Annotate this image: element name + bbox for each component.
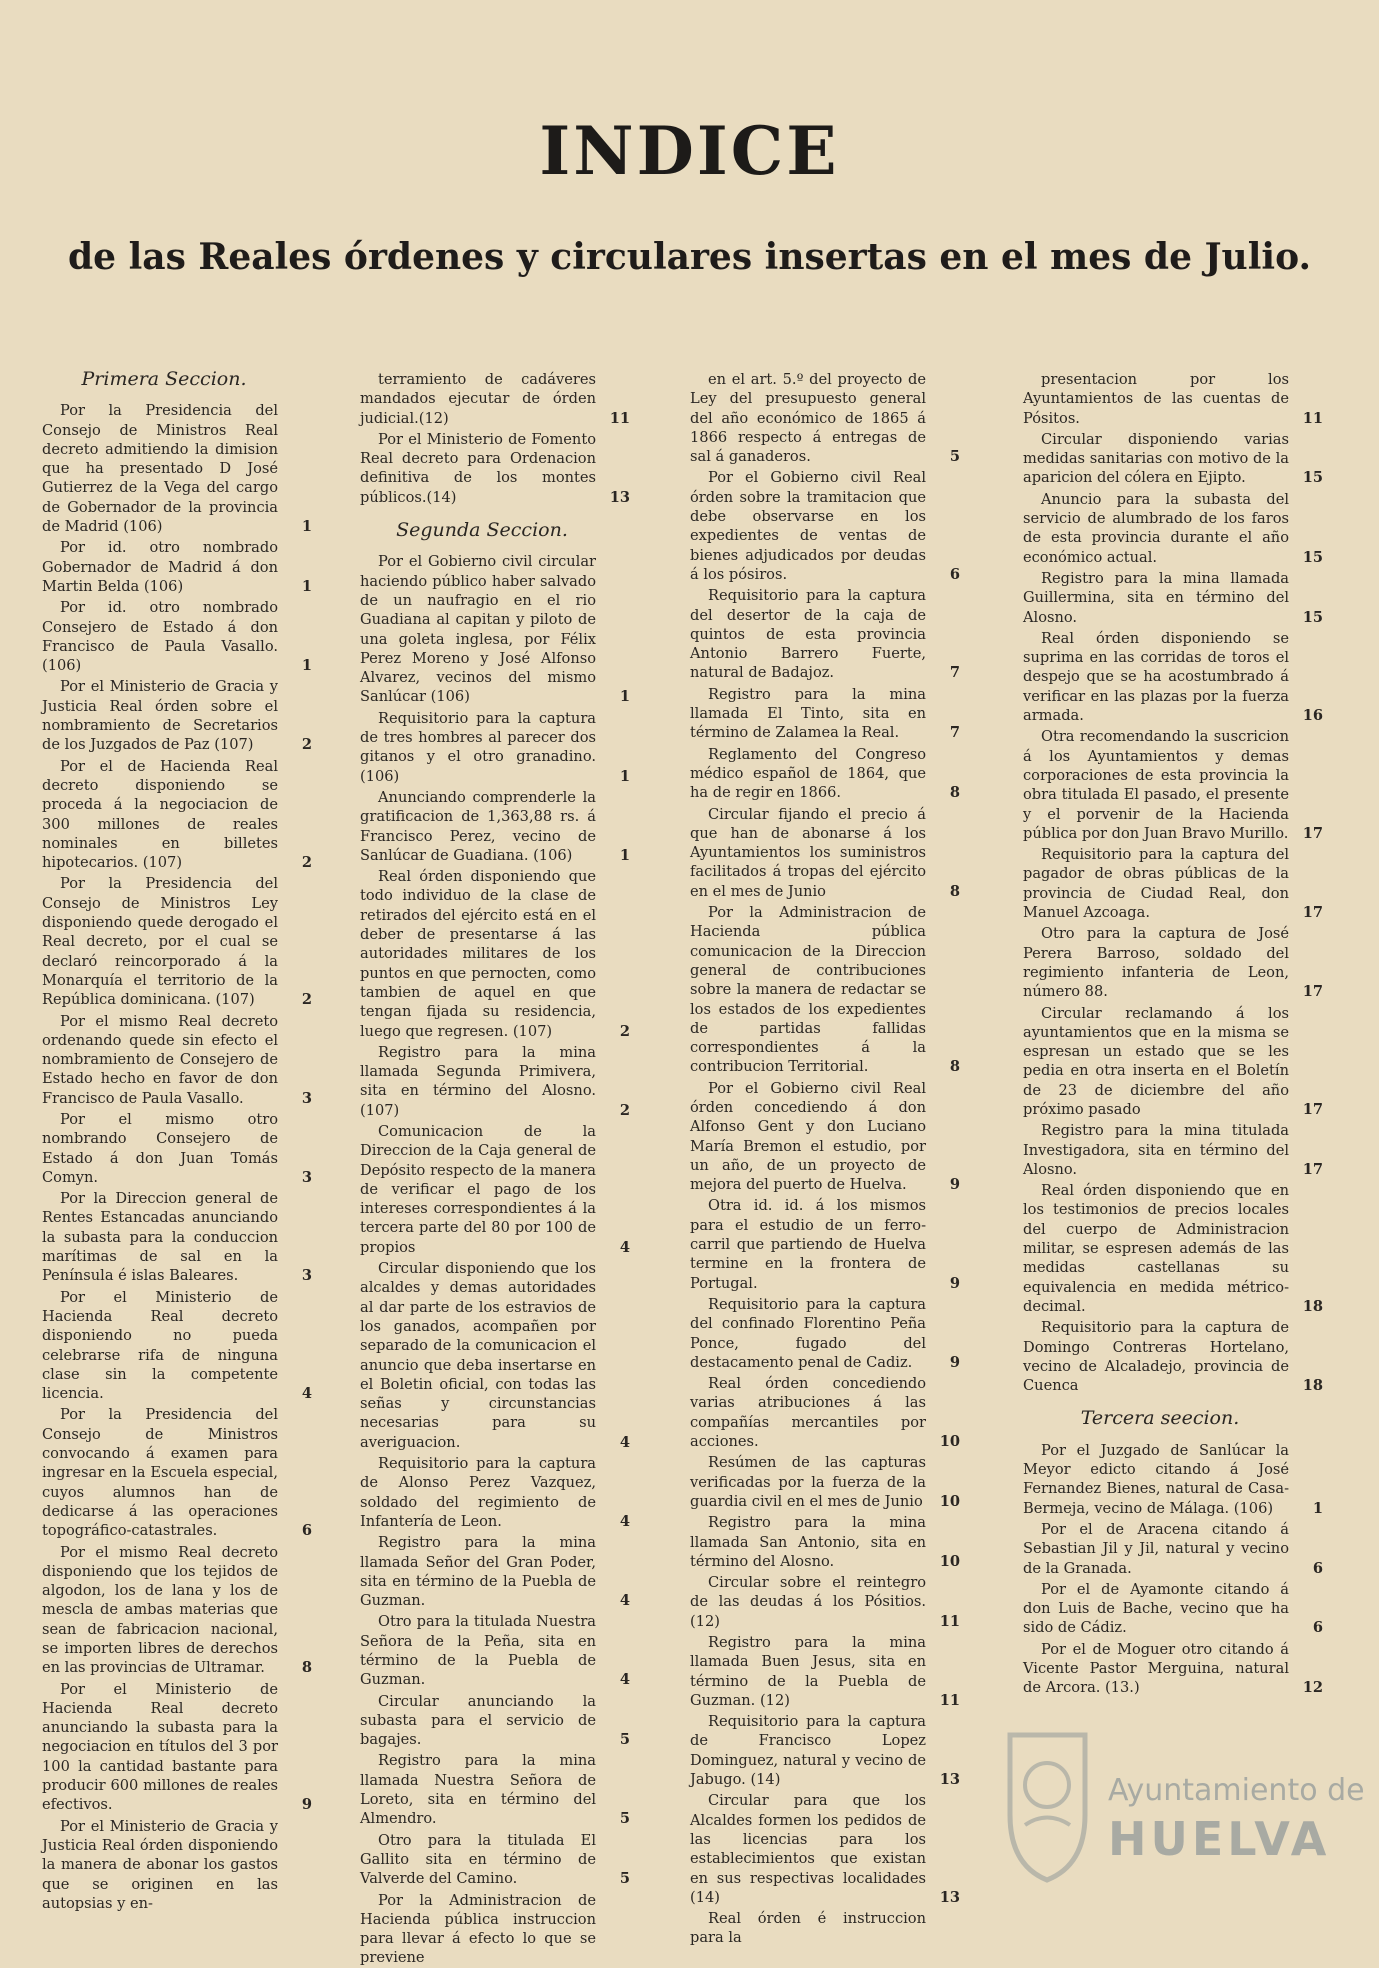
entry-page-number: 10 [939,1433,960,1451]
index-entry [690,1453,960,1511]
entry-page-number: 8 [949,1058,960,1076]
entry-text: Circular disponiendo varias medidas sanitarias con motivo de la aparicion del cólera en Ejipto. [1023,430,1289,487]
entry-text: Por la Administracion de Hacienda pública comunicacion de la Direccion general de contribuciones sobre la manera de redactar se los estados de los expedientes de partidas fallidas correspondientes á la contribucion Territorial. [690,904,926,1076]
entry-text: Registro para la mina llamada Buen Jesus, sita en término de la Puebla de Guzman. (12) [690,1634,926,1709]
index-entry [360,1612,630,1689]
index-entry [690,1712,960,1789]
entry-page-number: 3 [301,1168,312,1186]
index-entry [42,1680,312,1815]
page-subtitle: de las Reales órdenes y circulares insertas en el mes de Julio. [67,236,1311,278]
entry-text: Por el Ministerio de Fomento Real decreto para Ordenacion definitiva de los montes públicos.(14) [360,430,596,506]
entry-page-number: 11 [1302,409,1323,427]
entry-page-number: 12 [1302,1679,1323,1697]
entry-text: Por el de Aracena citando á Sebastian Jil y Jil, natural y vecino de la Granada. [1023,1520,1289,1577]
index-entry [690,468,960,584]
entry-text: presentacion por los Ayuntamientos de las cuentas de Pósitos. [1023,371,1289,427]
index-entry [42,401,312,536]
entry-page-number: 11 [939,1691,960,1709]
entry-page-number: 1 [619,767,630,785]
index-entry [1023,1121,1323,1179]
index-entry [42,1189,312,1285]
column-2 [360,370,630,1967]
watermark-city: HUELVA [1108,1812,1331,1866]
entry-page-number: 4 [301,1385,312,1403]
entry-page-number: 11 [609,409,630,427]
entry-text: Por el Ministerio de Hacienda Real decreto disponiendo no pueda celebrarse rifa de ninguna clase sin la competente licencia. [42,1288,278,1403]
entry-page-number: 2 [301,991,312,1009]
index-entry [1023,924,1323,1001]
entry-text: Registro para la mina llamada Guillermina, sita en término del Alosno. [1023,569,1289,626]
entry-page-number: 9 [301,1796,312,1814]
index-entry [1023,727,1323,843]
entry-text: Circular fijando el precio á que han de abonarse á los Ayuntamientos los suministros facilitados á tropas del ejército en el mes de Junio [690,805,926,900]
entry-page-number: 1 [619,846,630,864]
index-entry [690,1573,960,1631]
index-entry [360,1891,630,1968]
index-entry [360,1692,630,1750]
index-entry [1023,1520,1323,1578]
entry-text: Por el mismo Real decreto ordenando quede sin efecto el nombramiento de Consejero de Estado hecho en favor de don Francisco de Paula Vasallo. [42,1012,278,1107]
entry-page-number: 10 [939,1492,960,1510]
entry-page-number: 9 [949,1274,960,1292]
entry-text: Otro para la titulada Nuestra Señora de la Peña, sita en término de la Puebla de Guzman. [360,1613,596,1689]
entry-text: Registro para la mina llamada El Tinto, sita en término de Zalamea la Real. [690,685,926,742]
entry-page-number: 3 [301,1089,312,1107]
index-entry [690,1295,960,1372]
entry-text: Por el Juzgado de Sanlúcar la Meyor edicto citando á José Fernandez Bienes, natural de Casa-Bermeja, vecino de Málaga. (106) [1023,1441,1289,1517]
entry-text: Reglamento del Congreso médico español de 1864, que ha de regir en 1866. [690,745,926,802]
index-entry [690,1079,960,1195]
entry-text: Por la Presidencia del Consejo de Ministros Real decreto admitiendo la dimision que ha presentado D José Gutierrez de la Vega del cargo de Gobernador de la provincia de Madrid (106) [42,402,278,536]
index-entry [42,1012,312,1108]
index-entry [1023,1441,1323,1518]
entry-page-number: 17 [1302,904,1323,922]
index-entry [690,1633,960,1710]
entry-page-number: 13 [609,488,630,506]
entry-text: Por el mismo Real decreto disponiendo que los tejidos de algodon, los de lana y los de mescla de ambas materias que sean de fabricacion nacional, se importen libres de derechos en las provincias de Ultramar. [42,1543,278,1677]
index-entry [1023,370,1323,428]
entry-text: Otro para la titulada El Gallito sita en término de Valverde del Camino. [360,1831,596,1888]
entry-text: Por el Gobierno civil Real órden sobre la tramitacion que debe observarse en los expedientes de ventas de bienes adjudicados por deudas á los pósiros. [690,469,926,583]
entry-page-number: 3 [301,1267,312,1285]
index-entry [42,677,312,754]
index-entry [360,1259,630,1452]
entry-page-number: 4 [619,1512,630,1530]
entry-text: Otra id. id. á los mismos para el estudio de un ferro-carril que partiendo de Huelva termine en la frontera de Portugal. [690,1197,926,1292]
entry-page-number: 1 [301,518,312,536]
entry-page-number: 2 [619,1101,630,1119]
index-entry [360,1533,630,1610]
section-heading: Tercera seecion. [1080,1407,1240,1430]
index-entry [360,552,630,706]
index-entry [42,874,312,1009]
entry-page-number: 13 [939,1888,960,1906]
index-entry [360,1831,630,1889]
entry-text: Por el mismo otro nombrando Consejero de Estado á don Juan Tomás Comyn. [42,1110,278,1186]
entry-page-number: 6 [1312,1559,1323,1577]
entry-text: Real órden disponiendo que todo individuo de la clase de retirados del ejército está en el deber de presentarse á las autoridades militares de los puntos en que pernocten, como tambien de aquel en que tengan fijada su residencia, luego que regresen. (107) [360,868,596,1040]
entry-text: Por el Gobierno civil Real órden concediendo á don Alfonso Gent y don Luciano María Bremon el estudio, por un año, de un proyecto de mejora del puerto de Huelva. [690,1079,926,1194]
index-entry [690,805,960,901]
index-entry [42,1543,312,1678]
entry-text: Por id. otro nombrado Consejero de Estado á don Francisco de Paula Vasallo. (106) [42,599,278,675]
entry-page-number: 1 [301,657,312,675]
index-entry [1023,1181,1323,1316]
entry-page-number: 17 [1302,1100,1323,1118]
entry-page-number: 4 [619,1433,630,1451]
entry-page-number: 5 [619,1810,630,1828]
entry-page-number: 1 [619,688,630,706]
index-entry [360,430,630,507]
entry-text: Por el Gobierno civil circular haciendo público haber salvado de un naufragio en el rio Guadiana al capitan y piloto de una goleta inglesa, por Félix Perez Moreno y José Alfonso Alvarez, vecinos del mismo Sanlúcar (106) [360,553,596,706]
entry-page-number: 1 [301,577,312,595]
entry-text: Registro para la mina llamada Segunda Primivera, sita en término del Alosno. (107) [360,1043,596,1119]
entry-page-number: 8 [949,784,960,802]
index-entry [360,370,630,428]
entry-text: Real órden concediendo varias atribuciones á las compañías mercantiles por acciones. [690,1375,926,1451]
entry-page-number: 17 [1302,824,1323,842]
index-entry [690,370,960,466]
entry-page-number: 18 [1302,1377,1323,1395]
entry-text: Resúmen de las capturas verificadas por la fuerza de la guardia civil en el mes de Junio [690,1454,926,1510]
index-entry [360,867,630,1041]
column-1 [42,368,312,1912]
entry-text: Otro para la captura de José Perera Barroso, soldado del regimiento infanteria de Leon, número 88. [1023,925,1289,1001]
entry-text: Circular anunciando la subasta para el servicio de bagajes. [360,1692,596,1749]
entry-text: Requisitorio para la captura de tres hombres al parecer dos gitanos y el otro granadino. (106) [360,709,596,785]
index-entry [1023,629,1323,725]
index-entry [690,1196,960,1292]
entry-text: Requisitorio para la captura del confinado Florentino Peña Ponce, fugado del destacamento penal de Cadiz. [690,1295,926,1371]
index-entry [42,757,312,873]
entry-text: Por la Administracion de Hacienda pública instruccion para llevar á efecto lo que se previene [360,1891,596,1967]
entry-text: Por la Direccion general de Rentes Estancadas anunciando la subasta para la conduccion marítimas de sal en la Península é islas Baleares. [42,1190,278,1285]
index-entry [1023,1580,1323,1638]
entry-text: Real órden disponiendo se suprima en las corridas de toros el despejo que se ha acostumbrado á verificar en las plazas por la fuerza armada. [1023,629,1289,725]
entry-text: Otra recomendando la suscricion á los Ayuntamientos y demas corporaciones de esta provincia la obra titulada El pasado, el presente y el porvenir de la Hacienda pública por don Juan Bravo Murillo. [1023,728,1289,842]
entry-text: Registro para la mina llamada San Antonio, sita en término del Alosno. [690,1514,926,1570]
index-entry [690,685,960,743]
index-entry [42,1817,312,1913]
entry-text: Circular para que los Alcaldes formen los pedidos de las licencias para los establecimientos que existan en sus respectivas localidades (14) [690,1792,926,1906]
index-entry [1023,1318,1323,1395]
entry-page-number: 8 [301,1659,312,1677]
index-entry [1023,569,1323,627]
entry-page-number: 16 [1302,707,1323,725]
index-entry [690,586,960,682]
entry-text: Por el de Hacienda Real decreto disponiendo se proceda á la negociacion de 300 millones de reales nominales en billetes hipotecarios. (107) [42,757,278,872]
entry-text: Requisitorio para la captura de Alonso Perez Vazquez, soldado del regimiento de Infantería de Leon. [360,1455,596,1530]
index-entry [690,1909,960,1948]
entry-page-number: 5 [619,1870,630,1888]
entry-text: Circular disponiendo que los alcaldes y demas autoridades al dar parte de los estravios de los ganados, acompañen por separado de la comunicacion el anuncio que deba insertarse en el Boletin oficial, con todas las señas y circunstancias necesarias para su averiguacion. [360,1260,596,1451]
entry-page-number: 4 [619,1671,630,1689]
entry-text: Por la Presidencia del Consejo de Ministros convocando á examen para ingresar en la Escuela especial, cuyos alumnos han de dedicarse á las operaciones topográfico-catastrales. [42,1406,278,1540]
entry-text: Circular sobre el reintegro de las deudas á los Pósitios. (12) [690,1574,926,1630]
index-entry [42,598,312,675]
entry-text: Requisitorio para la captura del pagador de obras públicas de la provincia de Ciudad Real, don Manuel Azcoaga. [1023,846,1289,922]
entry-page-number: 15 [1302,469,1323,487]
index-entry [42,1405,312,1540]
entry-page-number: 10 [939,1552,960,1570]
entry-page-number: 6 [1312,1619,1323,1637]
index-entry [360,1454,630,1531]
index-entry [690,745,960,803]
entry-page-number: 17 [1302,1160,1323,1178]
entry-page-number: 17 [1302,983,1323,1001]
entry-text: Requisitorio para la captura del desertor de la caja de quintos de esta provincia Antonio Barrero Fuerte, natural de Badajoz. [690,587,926,682]
index-entry [360,1751,630,1828]
index-entry [690,1791,960,1907]
index-entry [1023,430,1323,488]
index-entry [690,1374,960,1451]
column-4 [1023,370,1323,1770]
entry-page-number: 18 [1302,1297,1323,1315]
entry-text: Registro para la mina llamada Nuestra Señora de Loreto, sita en término del Almendro. [360,1752,596,1828]
entry-text: Registro para la mina titulada Investigadora, sita en término del Alosno. [1023,1122,1289,1178]
entry-text: Real órden é instruccion para la [690,1910,926,1947]
entry-page-number: 4 [619,1592,630,1610]
entry-page-number: 11 [939,1612,960,1630]
entry-text: Por el Ministerio de Hacienda Real decreto anunciando la subasta para la negociacion en títulos del 3 por 100 la cantidad bastante para producir 600 millones de reales efectivos. [42,1680,278,1814]
entry-text: terramiento de cadáveres mandados ejecutar de órden judicial.(12) [360,371,596,427]
entry-page-number: 9 [949,1353,960,1371]
index-entry [1023,1640,1323,1698]
index-entry [1023,490,1323,567]
index-entry [360,1122,630,1257]
index-entry [42,1110,312,1187]
entry-page-number: 8 [949,882,960,900]
index-entry [1023,1004,1323,1120]
watermark-name: Ayuntamiento de [1108,1773,1365,1808]
entry-page-number: 15 [1302,548,1323,566]
entry-page-number: 4 [619,1238,630,1256]
entry-page-number: 7 [949,724,960,742]
entry-page-number: 5 [619,1731,630,1749]
entry-text: Real órden disponiendo que en los testimonios de precios locales del cuerpo de Administracion militar, se espresen además de las medidas castellanas su equivalencia en medida métrico-decimal. [1023,1182,1289,1315]
entry-text: Por la Presidencia del Consejo de Ministros Ley disponiendo quede derogado el Real decreto, por el cual se declaró reincorporado á la Monarquía el territorio de la República dominicana. (107) [42,875,278,1009]
entry-text: Circular reclamando á los ayuntamientos que en la misma se espresan un estado que se les pedia en otra inserta en el Boletín de 23 de diciembre del año próximo pasado [1023,1004,1289,1118]
index-entry [360,788,630,865]
entry-page-number: 2 [301,854,312,872]
entry-text: Registro para la mina llamada Señor del Gran Poder, sita en término de la Puebla de Guzman. [360,1534,596,1610]
entry-page-number: 2 [619,1022,630,1040]
entry-text: Por el Ministerio de Gracia y Justicia Real órden disponiendo la manera de abonar los gastos que se originen en las autopsias y en- [42,1817,278,1912]
entry-text: Por el Ministerio de Gracia y Justicia Real órden sobre el nombramiento de Secretarios de los Juzgados de Paz (107) [42,678,278,754]
index-entry [690,1513,960,1571]
section-heading: Primera Seccion. [81,368,247,390]
index-entry [360,709,630,786]
entry-page-number: 15 [1302,608,1323,626]
entry-page-number: 1 [1312,1499,1323,1517]
entry-text: Anuncio para la subasta del servicio de alumbrado de los faros de esta provincia durante el año económico actual. [1023,490,1289,566]
index-entry [1023,845,1323,922]
entry-page-number: 2 [301,736,312,754]
entry-text: Por el de Ayamonte citando á don Luis de Bache, vecino que ha sido de Cádiz. [1023,1580,1289,1637]
index-entry [360,1043,630,1120]
column-3 [690,370,960,1947]
section-heading: Segunda Seccion. [396,519,568,542]
entry-page-number: 9 [949,1176,960,1194]
entry-page-number: 6 [949,565,960,583]
entry-page-number: 7 [949,664,960,682]
entry-text: Por id. otro nombrado Gobernador de Madrid á don Martin Belda (106) [42,539,278,595]
entry-text: Requisitorio para la captura de Francisco Lopez Dominguez, natural y vecino de Jabugo. (14) [690,1713,926,1789]
entry-text: Por el de Moguer otro citando á Vicente Pastor Merguina, natural de Arcora. (13.) [1023,1640,1289,1697]
entry-text: Comunicacion de la Direccion de la Caja general de Depósito respecto de la manera de verificar el pago de los intereses correspondientes á la tercera parte del 80 por 100 de propios [360,1122,596,1256]
entry-page-number: 6 [301,1522,312,1540]
entry-text: Anunciando comprenderle la gratificacion de 1,363,88 rs. á Francisco Perez, vecino de Sanlúcar de Guadiana. (106) [360,788,596,864]
entry-page-number: 5 [949,448,960,466]
entry-page-number: 13 [939,1771,960,1789]
entry-text: en el art. 5.º del proyecto de Ley del presupuesto general del año económico de 1865 á 1866 respecto á entregas de sal á ganaderos. [690,371,926,466]
entry-text: Requisitorio para la captura de Domingo Contreras Hortelano, vecino de Alcaladejo, provincia de Cuenca [1023,1319,1289,1395]
page-title: INDICE [539,112,840,190]
index-entry [42,538,312,596]
index-entry [690,903,960,1077]
index-entry [42,1288,312,1404]
